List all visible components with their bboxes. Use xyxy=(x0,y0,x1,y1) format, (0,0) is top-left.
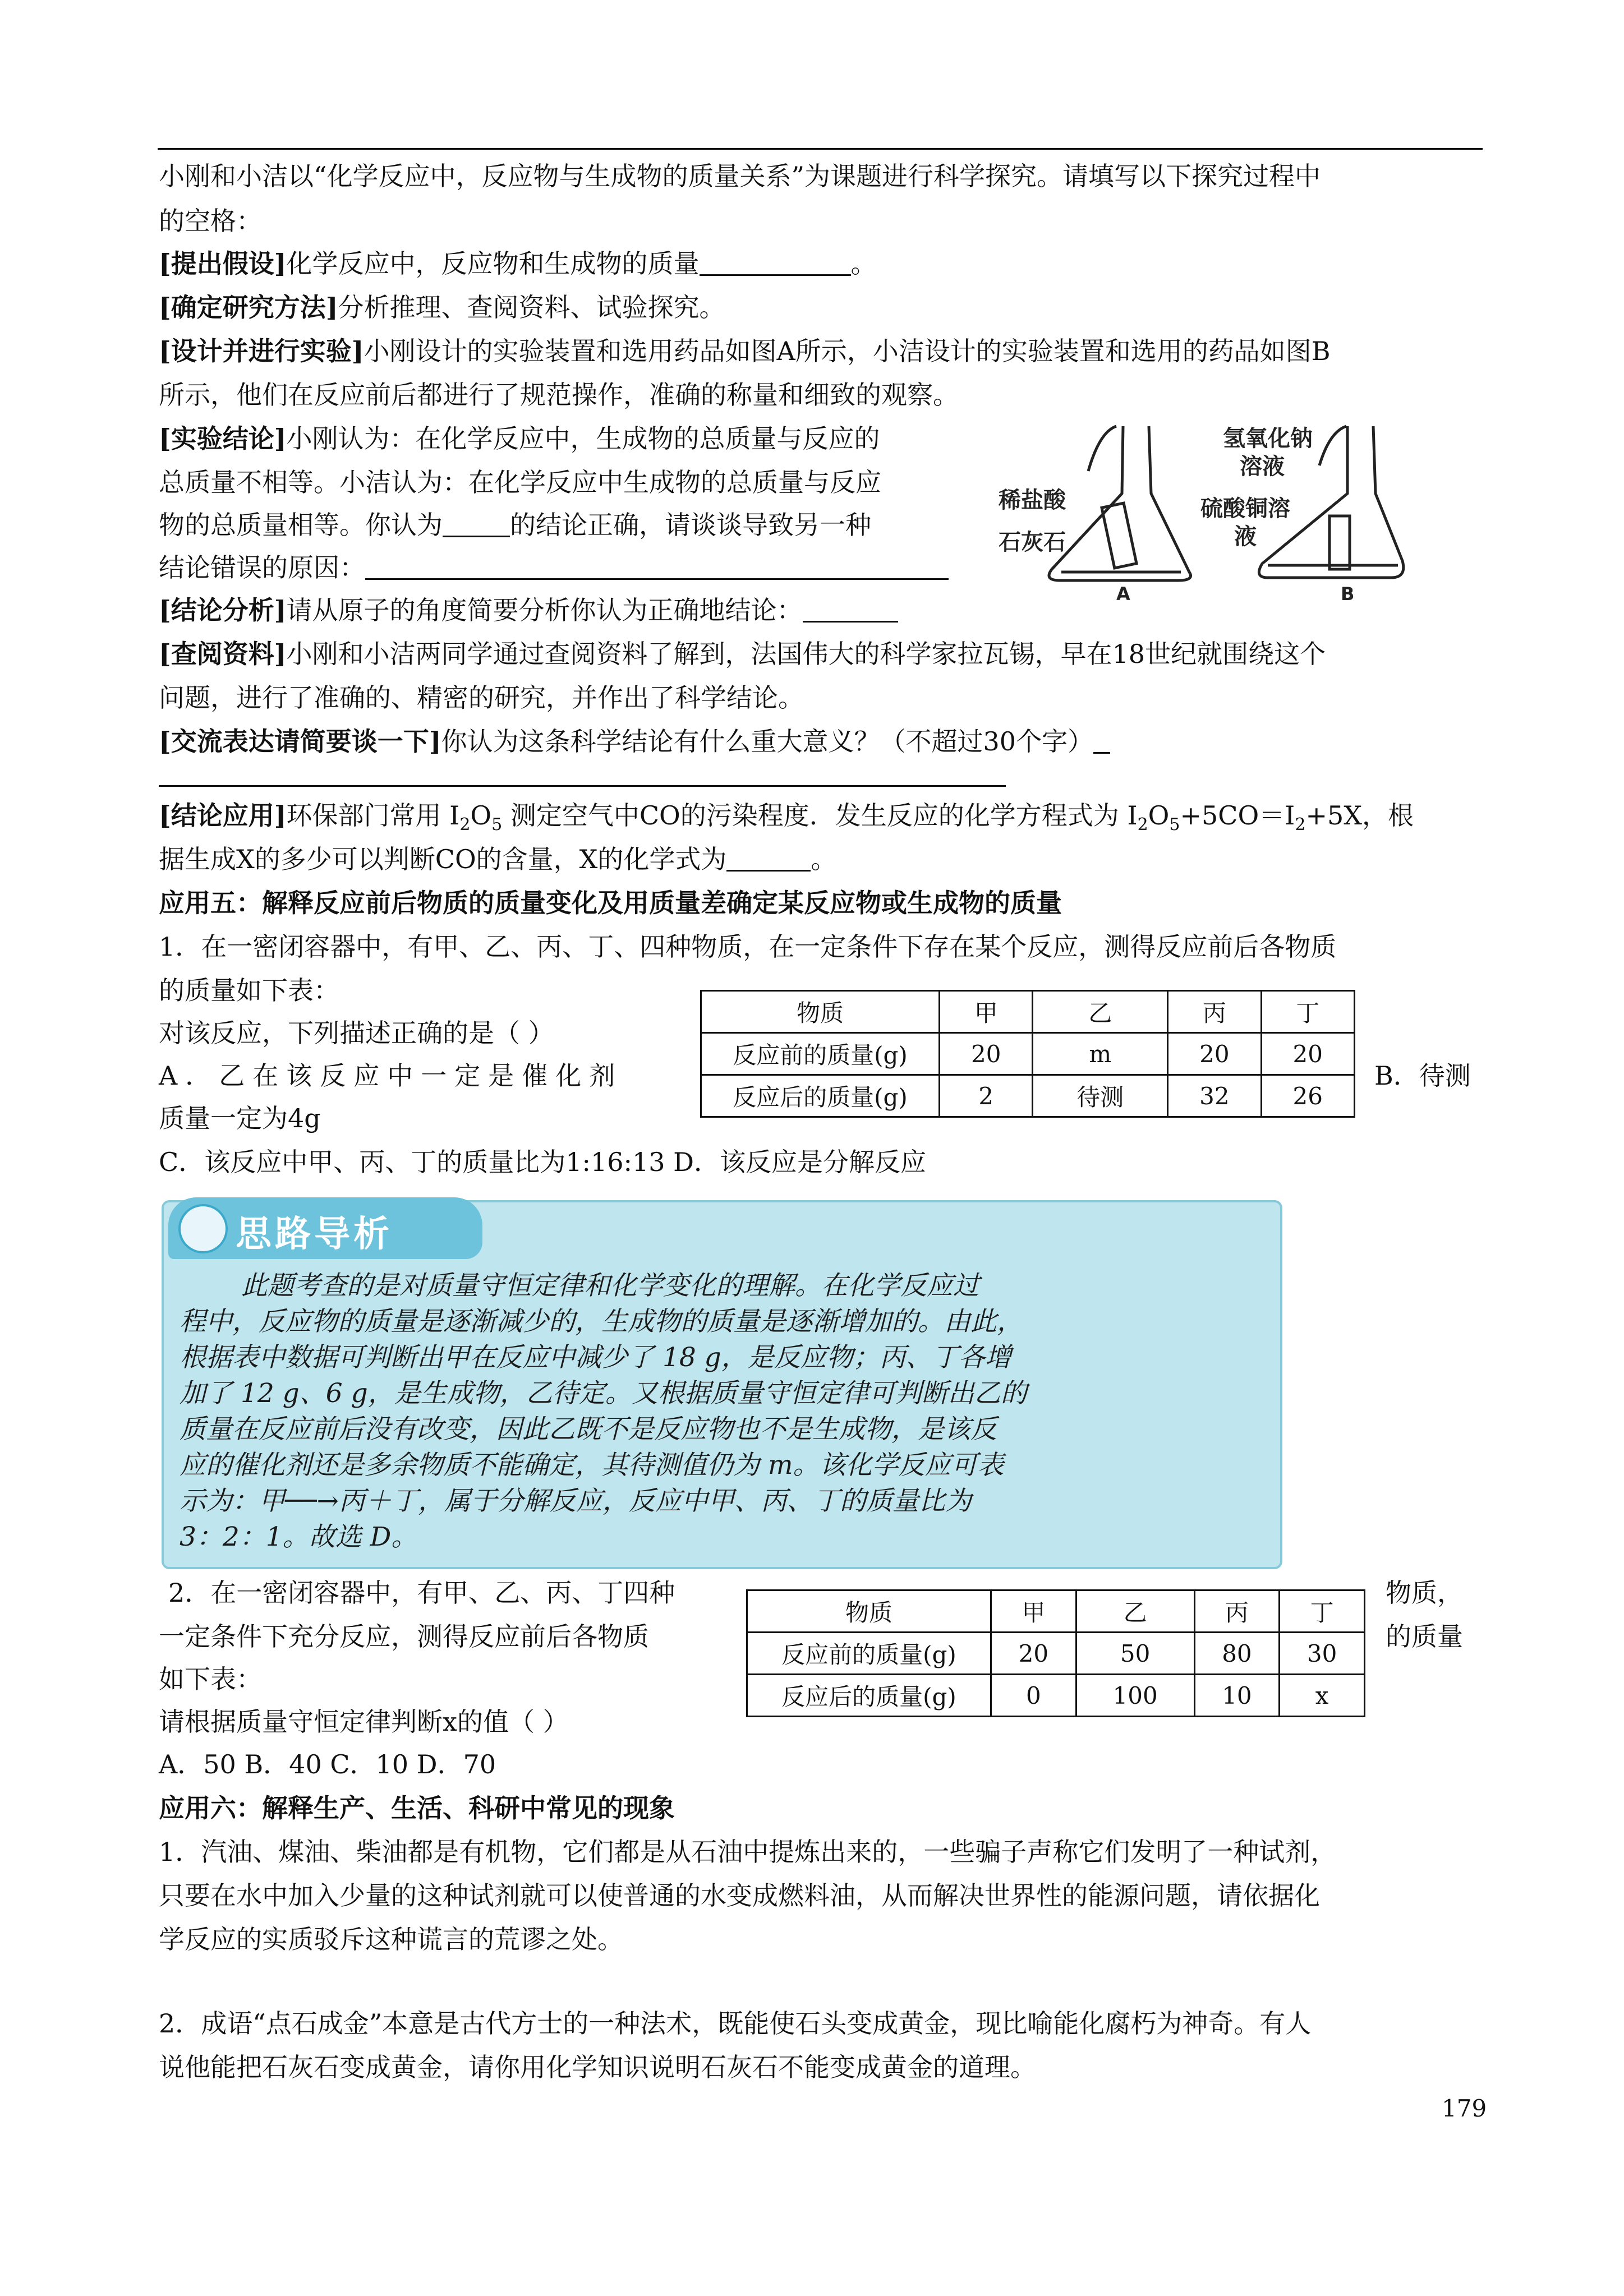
conclusion-line-4 xyxy=(159,551,949,584)
app5-q1-option-a: A．乙在该反应中一定是催化剂 xyxy=(159,1061,623,1091)
app6-p1-line-1: 1．汽油、煤油、柴油都是有机物，它们都是从石油中提炼出来的，一些骗子声称它们发明了一种试剂， xyxy=(159,1837,1337,1867)
design-label: [设计并进行实验] xyxy=(159,336,364,366)
analysis-blank[interactable] xyxy=(803,596,898,623)
hint-line-2: 程中，反应物的质量是逐渐减少的，生成物的质量是逐渐增加的。由此， xyxy=(180,1306,1023,1337)
conclusion-text-3b: 的结论正确，请谈谈导致另一种 xyxy=(510,510,871,540)
hint-tag xyxy=(168,1197,482,1259)
hint-line-1: 此题考查的是对质量守恒定律和化学变化的理解。在化学反应过 xyxy=(241,1270,979,1301)
table-cell: 物质 xyxy=(747,1590,991,1633)
method-line xyxy=(159,291,725,324)
intro-line-1: 小刚和小洁以“化学反应中，反应物与生成物的质量关系”为课题进行科学探究。请填写以下探究过程中 xyxy=(159,161,1321,191)
q2-line-1: 2．在一密闭容器中，有甲、乙、丙、丁四种 xyxy=(168,1578,675,1608)
table-cell: 反应前的质量(g) xyxy=(701,1033,940,1075)
table-cell: 10 xyxy=(1194,1675,1280,1717)
conclusion-text-4: 结论错误的原因： xyxy=(159,552,365,583)
application-text: +5X，根 xyxy=(1305,800,1414,831)
table-row xyxy=(701,1033,1355,1075)
application-text: O xyxy=(470,800,492,831)
table-row xyxy=(747,1675,1365,1717)
naoh-label-2: 溶液 xyxy=(1240,454,1285,480)
intro-line-2: 的空格： xyxy=(159,206,262,236)
table-cell: 甲 xyxy=(991,1590,1076,1633)
discuss-line xyxy=(159,725,1110,758)
table-cell: 32 xyxy=(1168,1075,1261,1117)
method-label: [确定研究方法] xyxy=(159,292,338,322)
table-cell: 80 xyxy=(1194,1633,1280,1675)
conclusion-line-2: 总质量不相等。小洁认为：在化学反应中生成物的总质量与反应 xyxy=(159,467,881,497)
formula-blank[interactable] xyxy=(726,845,811,872)
top-rule xyxy=(158,148,1483,150)
q2-right-1: 物质， xyxy=(1386,1578,1463,1608)
table-cell: 反应后的质量(g) xyxy=(747,1675,991,1717)
application-text: +5CO＝I xyxy=(1180,800,1295,831)
app6-p1-line-3: 学反应的实质驳斥这种谎言的荒谬之处。 xyxy=(159,1924,623,1954)
app5-q1-line-6: C．该反应中甲、丙、丁的质量比为1:16:13 D．该反应是分解反应 xyxy=(159,1147,927,1177)
table-row xyxy=(747,1590,1365,1633)
discuss-label: [交流表达请简要谈一下] xyxy=(159,726,441,757)
conclusion-text-1: 小刚认为：在化学反应中，生成物的总质量与反应的 xyxy=(286,423,880,454)
table-cell: 物质 xyxy=(701,991,940,1033)
table-cell: 26 xyxy=(1261,1075,1354,1117)
table-cell: 20 xyxy=(940,1033,1033,1075)
table-cell: 丙 xyxy=(1168,991,1261,1033)
figure-b-label: B xyxy=(1341,583,1355,600)
discuss-blank-tail[interactable] xyxy=(1093,727,1110,754)
conclusion-text-3a: 物的总质量相等。你认为 xyxy=(159,510,443,540)
analysis-line xyxy=(159,593,898,627)
conclusion-line-1 xyxy=(159,422,880,455)
design-text-1: 小刚设计的实验装置和选用药品如图A所示，小洁设计的实验装置和选用的药品如图B xyxy=(364,336,1331,366)
figure-a-label: A xyxy=(1116,583,1130,600)
app6-heading: 应用六：解释生产、生活、科研中常见的现象 xyxy=(159,1793,675,1823)
clock-icon xyxy=(178,1204,228,1253)
lookup-line-2: 问题，进行了准确的、精密的研究，并作出了科学结论。 xyxy=(159,683,804,713)
table-1 xyxy=(700,990,1355,1118)
hint-line-7: 示为：甲──→丙＋丁，属于分解反应，反应中甲、丙、丁的质量比为 xyxy=(180,1486,972,1516)
cuso4-label-2: 液 xyxy=(1234,524,1257,550)
lookup-line-1 xyxy=(159,637,1326,671)
hint-line-8: 3：2：1。故选 D。 xyxy=(180,1522,418,1552)
subscript: 5 xyxy=(491,815,503,835)
reason-blank[interactable] xyxy=(365,554,949,580)
table-cell: 反应后的质量(g) xyxy=(701,1075,940,1117)
table-cell: m xyxy=(1033,1033,1168,1075)
table-cell: 20 xyxy=(1261,1033,1354,1075)
app5-q1-line-3: 对该反应，下列描述正确的是（ ） xyxy=(159,1018,554,1048)
table-cell: 甲 xyxy=(940,991,1033,1033)
conclusion-label: [实验结论] xyxy=(159,423,287,454)
limestone-label: 石灰石 xyxy=(999,529,1066,555)
subscript: 2 xyxy=(1295,815,1306,835)
table-cell: 2 xyxy=(940,1075,1033,1117)
analysis-text: 请从原子的角度简要分析你认为正确地结论： xyxy=(286,595,803,625)
conclusion-blank[interactable] xyxy=(443,511,510,537)
q2-line-2: 一定条件下充分反应，测得反应前后各物质 xyxy=(159,1621,649,1652)
app5-q1-line-1: 1．在一密闭容器中，有甲、乙、丙、丁、四种物质，在一定条件下存在某个反应，测得反应前后各物质 xyxy=(159,932,1337,962)
application-text-2b: 。 xyxy=(811,844,837,874)
app6-p2-line-1: 2．成语“点石成金”本意是古代方士的一种法术，既能使石头变成黄金，现比喻能化腐朽为神奇。有人 xyxy=(159,2008,1312,2039)
app6-p2-line-2: 说他能把石灰石变成黄金，请你用化学知识说明石灰石不能变成黄金的道理。 xyxy=(159,2052,1036,2082)
table-cell: 反应前的质量(g) xyxy=(747,1633,991,1675)
naoh-label-1: 氢氧化钠 xyxy=(1223,426,1313,451)
table-cell: 乙 xyxy=(1076,1590,1194,1633)
hypothesis-end: 。 xyxy=(850,248,877,279)
page-number: 179 xyxy=(1442,2095,1487,2122)
table-row xyxy=(747,1633,1365,1675)
analysis-label: [结论分析] xyxy=(159,595,287,625)
app6-p1-line-2: 只要在水中加入少量的这种试剂就可以使普通的水变成燃料油，从而解决世界性的能源问题，请依据化 xyxy=(159,1880,1320,1911)
subscript: 2 xyxy=(1137,815,1148,835)
hypothesis-label: [提出假设] xyxy=(159,248,287,279)
lookup-text-1: 小刚和小洁两同学通过查阅资料了解到，法国伟大的科学家拉瓦锡，早在18世纪就围绕这个 xyxy=(286,639,1326,669)
design-line-1 xyxy=(159,334,1331,368)
table-cell: 50 xyxy=(1076,1633,1194,1675)
q2-line-3: 如下表： xyxy=(159,1664,262,1694)
application-text: O xyxy=(1148,800,1170,831)
table-cell: 30 xyxy=(1280,1633,1365,1675)
subscript: 5 xyxy=(1169,815,1180,835)
table-cell: 乙 xyxy=(1033,991,1168,1033)
application-line-1 xyxy=(159,799,1414,842)
hint-line-4: 加了 12 g、6 g，是生成物，乙待定。又根据质量守恒定律可判断出乙的 xyxy=(180,1378,1027,1409)
app5-q1-line-5: 质量一定为4g xyxy=(159,1103,321,1133)
application-text: 测定空气中CO的污染程度．发生反应的化学方程式为 I xyxy=(502,800,1138,831)
table-cell: 100 xyxy=(1076,1675,1194,1717)
table-cell: x xyxy=(1280,1675,1365,1717)
table-row xyxy=(701,991,1355,1033)
design-line-2: 所示，他们在反应前后都进行了规范操作，准确的称量和细致的观察。 xyxy=(159,380,959,410)
discuss-answer-line[interactable] xyxy=(159,785,1006,787)
q2-right-2: 的质量 xyxy=(1386,1621,1463,1652)
app5-q1-line-2: 的质量如下表： xyxy=(159,975,339,1006)
q2-line-5: A．50 B．40 C．10 D．70 xyxy=(159,1749,496,1779)
hypothesis-text: 化学反应中，反应物和生成物的质量 xyxy=(286,248,700,279)
hint-title: 思路导析 xyxy=(236,1214,393,1255)
table-row xyxy=(701,1075,1355,1117)
table-cell: 待测 xyxy=(1033,1075,1168,1117)
hint-line-3: 根据表中数据可判断出甲在反应中减少了 18 g，是反应物；丙、丁各增 xyxy=(180,1342,1011,1373)
application-text: 环保部门常用 I xyxy=(286,800,460,831)
table-cell: 丁 xyxy=(1261,991,1354,1033)
table-cell: 丁 xyxy=(1280,1590,1365,1633)
table-cell: 0 xyxy=(991,1675,1076,1717)
hypothesis-line xyxy=(159,247,877,280)
subscript: 2 xyxy=(459,815,471,835)
table-2 xyxy=(746,1589,1365,1717)
hint-line-5: 质量在反应前后没有改变，因此乙既不是反应物也不是生成物，是该反 xyxy=(180,1414,997,1445)
hint-line-6: 应的催化剂还是多余物质不能确定，其待测值仍为 m。该化学反应可表 xyxy=(180,1450,1004,1481)
application-label: [结论应用] xyxy=(159,800,287,831)
conclusion-line-3 xyxy=(159,508,871,542)
application-line-2 xyxy=(159,842,836,876)
q2-line-4: 请根据质量守恒定律判断x的值（ ） xyxy=(159,1707,569,1737)
table-cell: 20 xyxy=(1168,1033,1261,1075)
application-text-2a: 据生成X的多少可以判断CO的含量，X的化学式为 xyxy=(159,844,727,874)
apparatus-figure xyxy=(999,409,1492,600)
method-text: 分析推理、查阅资料、试验探究。 xyxy=(338,292,725,322)
table-cell: 丙 xyxy=(1194,1590,1280,1633)
app5-q1-option-b: B．待测 xyxy=(1374,1061,1471,1091)
app5-heading: 应用五：解释反应前后物质的质量变化及用质量差确定某反应物或生成物的质量 xyxy=(159,888,1062,918)
lookup-label: [查阅资料] xyxy=(159,639,287,669)
discuss-text: 你认为这条科学结论有什么重大意义？（不超过30个字） xyxy=(441,726,1094,757)
table-cell: 20 xyxy=(991,1633,1076,1675)
hypothesis-blank[interactable] xyxy=(700,250,851,276)
cuso4-label-1: 硫酸铜溶 xyxy=(1200,496,1290,522)
hcl-label: 稀盐酸 xyxy=(999,487,1066,513)
